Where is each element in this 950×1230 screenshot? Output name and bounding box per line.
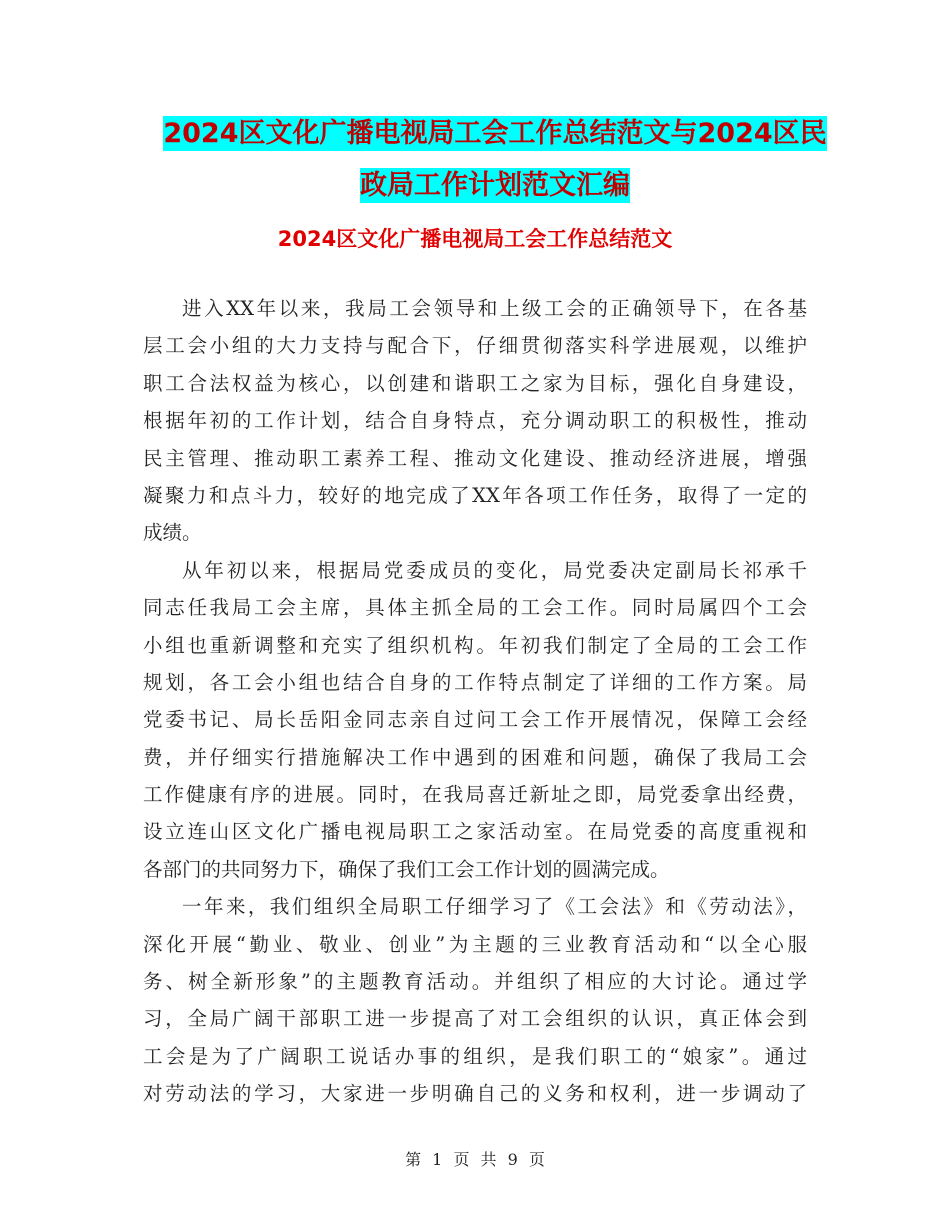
document-title-line-1: 2024区文化广播电视局工会工作总结范文与2024区民 bbox=[163, 118, 827, 149]
paragraph-2-line: 工作健康有序的进展。同时，在我局喜迁新址之即，局党委拿出经费， bbox=[143, 783, 807, 807]
paragraph-2-line: 小组也重新调整和充实了组织机构。年初我们制定了全局的工会工作 bbox=[143, 633, 807, 657]
paragraph-1-line: 根据年初的工作计划，结合自身特点，充分调动职工的积极性，推动 bbox=[143, 409, 807, 433]
paragraph-2-line: 从年初以来，根据局党委成员的变化，局党委决定副局长祁承千 bbox=[182, 558, 807, 582]
paragraph-2-line: 同志任我局工会主席，具体主抓全局的工会工作。同时局属四个工会 bbox=[143, 596, 807, 620]
page-footer: 第 1 页 共 9 页 bbox=[405, 1150, 545, 1169]
paragraph-2-line: 规划，各工会小组也结合自身的工作特点制定了详细的工作方案。局 bbox=[143, 670, 807, 694]
paragraph-1-line: 民主管理、推动职工素养工程、推动文化建设、推动经济进展，增强 bbox=[143, 446, 807, 470]
paragraph-1-line: 成绩。 bbox=[143, 521, 202, 545]
paragraph-3-line: 深化开展“勤业、敬业、创业”为主题的三业教育活动和“以全心服 bbox=[143, 932, 807, 956]
paragraph-2-line: 费，并仔细实行措施解决工作中遇到的困难和问题，确保了我局工会 bbox=[143, 745, 807, 769]
paragraph-2-line: 党委书记、局长岳阳金同志亲自过问工会工作开展情况，保障工会经 bbox=[143, 708, 807, 732]
paragraph-3-line: 一年来，我们组织全局职工仔细学习了《工会法》和《劳动法》， bbox=[182, 895, 807, 919]
paragraph-3-line: 务、树全新形象”的主题教育活动。并组织了相应的大讨论。通过学 bbox=[143, 970, 807, 994]
paragraph-3-line: 对劳动法的学习，大家进一步明确自己的义务和权利，进一步调动了 bbox=[143, 1082, 807, 1106]
paragraph-2-line: 各部门的共同努力下，确保了我们工会工作计划的圆满完成。 bbox=[143, 857, 670, 881]
body-text bbox=[143, 290, 807, 1113]
paragraph-1-line: 层工会小组的大力支持与配合下，仔细贯彻落实科学进展观，以维护 bbox=[143, 334, 807, 358]
section-title: 2024区文化广播电视局工会工作总结范文 bbox=[277, 227, 673, 251]
paragraph-1-line: 职工合法权益为核心，以创建和谐职工之家为目标，强化自身建设， bbox=[143, 371, 807, 395]
paragraph-3-line: 工会是为了广阔职工说话办事的组织，是我们职工的“娘家”。通过 bbox=[143, 1044, 807, 1068]
paragraph-2-line: 设立连山区文化广播电视局职工之家活动室。在局党委的高度重视和 bbox=[143, 820, 807, 844]
document-title-line-2: 政局工作计划范文汇编 bbox=[360, 170, 630, 201]
document-title bbox=[150, 108, 840, 212]
paragraph-1-line: 凝聚力和点斗力，较好的地完成了XX年各项工作任务，取得了一定的 bbox=[143, 483, 807, 507]
paragraph-3-line: 习，全局广阔干部职工进一步提高了对工会组织的认识，真正体会到 bbox=[143, 1007, 807, 1031]
paragraph-1-line: 进入XX年以来，我局工会领导和上级工会的正确领导下，在各基 bbox=[182, 297, 807, 320]
